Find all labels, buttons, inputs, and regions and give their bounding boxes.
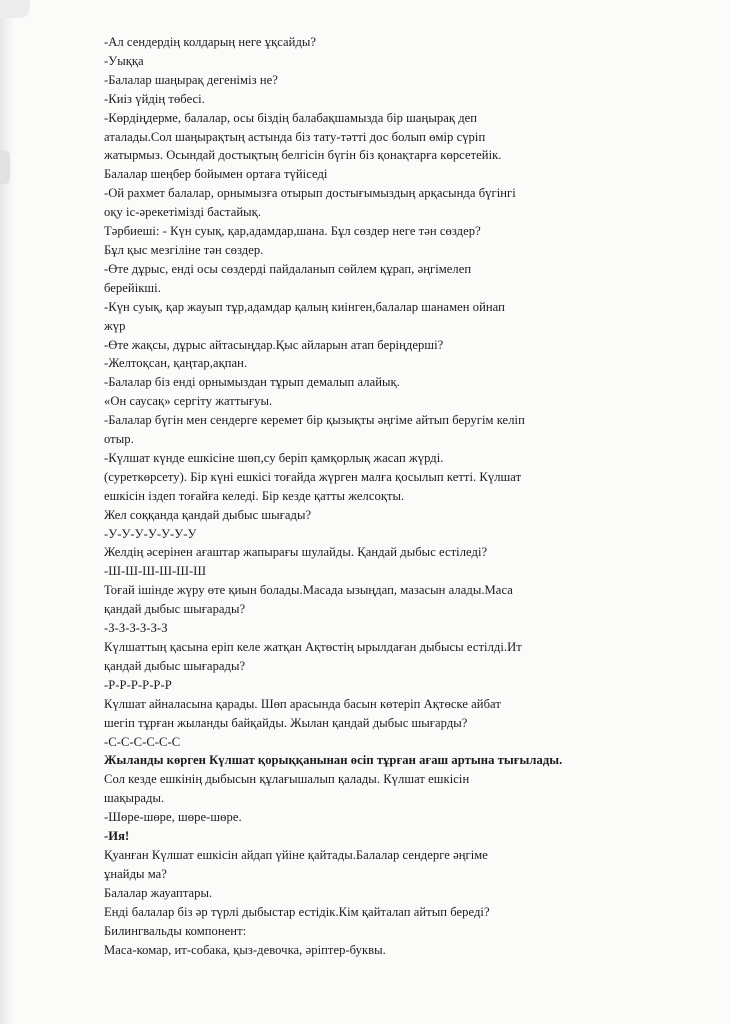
text-line: -Өте дұрыс, енді осы сөздерді пайдаланып сөйлем құрап, әңгімелеп	[104, 261, 472, 276]
text-line: -Балалар біз енді орнымыздан тұрып демалып алайық.	[104, 375, 400, 390]
text-line: -З-З-З-З-З-З	[104, 621, 168, 636]
text-line: -Ал сендердің колдарың неге ұқсайды?	[104, 35, 317, 49]
text-line: -У-У-У-У-У-У-У	[104, 526, 197, 541]
text-line: Күлшаттың қасына еріп келе жатқан Ақтөстің ырылдаған дыбысы естілді.Ит	[104, 640, 522, 654]
text-line: -Өте жақсы, дұрыс айтасыңдар.Қыс айларын атап беріңдерші?	[104, 337, 444, 352]
text-line: -Күн суық, қар жауып тұр,адамдар қалың киінген,балалар шанамен ойнап	[104, 299, 505, 314]
scan-edge-mark	[0, 150, 10, 184]
text-line: Балалар шеңбер бойымен ортаға түйіседі	[104, 167, 328, 182]
text-line: ұнайды ма?	[104, 866, 167, 881]
text-line: Күлшат айналасына қарады. Шөп арасында басын көтеріп Ақтөске айбат	[104, 696, 501, 711]
scan-corner-mark	[0, 0, 30, 18]
text-line: Желдің әсерінен ағаштар жапырағы шулайды. Қандай дыбыс естіледі?	[104, 545, 488, 560]
text-line: Тәрбиеші: - Күн суық, қар,адамдар,шана. Бұл сөздер неге тән сөздер?	[104, 224, 481, 239]
text-line: берейікші.	[104, 280, 161, 295]
text-line: -С-С-С-С-С-С	[104, 734, 181, 749]
text-line: Сол кезде ешкінің дыбысын құлағышалып қалады. Күлшат ешкісін	[104, 772, 470, 787]
text-line: (суреткөрсету). Бір күні ешкісі тоғайда жүрген малға қосылып кетті. Күлшат	[104, 469, 522, 484]
text-line: -Шөре-шөре, шөре-шөре.	[104, 810, 242, 825]
text-line: Жыланды көрген Күлшат қорыққанынан өсіп тұрған ағаш артына тығылады.	[104, 753, 563, 768]
text-line: аталады.Сол шаңырақтың астында біз тату-тәтті дос болып өмір сүріп	[104, 129, 486, 144]
text-line: Енді балалар біз әр түрлі дыбыстар естідік.Кім қайталап айтып береді?	[104, 904, 490, 919]
text-line: -Ой рахмет балалар, орнымызға отырып достығымыздың арқасында бүгінгі	[104, 186, 516, 201]
text-line: -Ш-Ш-Ш-Ш-Ш-Ш	[104, 564, 206, 579]
document-body	[104, 33, 704, 959]
text-line: Билингвальды компонент:	[104, 923, 247, 938]
text-line: Балалар жауаптары.	[104, 885, 213, 900]
text-line: -Р-Р-Р-Р-Р-Р	[104, 677, 172, 692]
text-line: қандай дыбыс шығарады?	[104, 658, 246, 673]
text-line: ешкісін іздеп тоғайға келеді. Бір кезде қатты желсоқты.	[104, 488, 405, 503]
text-line: Бұл қыс мезгіліне тән сөздер.	[104, 242, 264, 257]
text-line: «Он саусақ» сергіту жаттығуы.	[104, 394, 273, 409]
text-line: -Киіз үйдің төбесі.	[104, 91, 205, 106]
text-line: отыр.	[104, 432, 134, 447]
text-line: жатырмыз. Осындай достықтың белгісін бүгін біз қонақтарға көрсетейік.	[104, 148, 502, 163]
text-line: қандай дыбыс шығарады?	[104, 602, 246, 617]
text-line: -Балалар бүгін мен сендерге керемет бір қызықты әңгіме айтып беругім келіп	[104, 413, 525, 428]
text-line: -Уыққа	[104, 53, 144, 68]
text-line: шегіп тұрған жыланды байқайды. Жылан қандай дыбыс шығарды?	[104, 715, 468, 730]
text-line: Тоғай ішінде жүру өте қиын болады.Масада ызыңдап, мазасын алады.Маса	[104, 583, 513, 598]
text-line: -Ия!	[104, 829, 130, 844]
text-line: -Желтоқсан, қаңтар,ақпан.	[104, 356, 248, 371]
text-line: оқу іс-әрекетімізді бастайық.	[104, 205, 262, 220]
text-line: шақырады.	[104, 791, 165, 806]
text-line: Жел соққанда қандай дыбыс шығады?	[104, 507, 312, 522]
text-line: Қуанған Күлшат ешкісін айдап үйіне қайтады.Балалар сендерге әңгіме	[104, 847, 488, 862]
text-line: Маса-комар, ит-собака, қыз-девочка, әріптер-буквы.	[104, 942, 386, 957]
text-line: жүр	[104, 318, 126, 333]
text-line: -Күлшат күнде ешкісіне шөп,су беріп қамқорлық жасап жүрді.	[104, 450, 444, 465]
text-line: -Балалар шаңырақ дегеніміз не?	[104, 72, 278, 87]
text-line: -Көрдіңдерме, балалар, осы біздің балабақшамызда бір шаңырақ деп	[104, 110, 478, 125]
